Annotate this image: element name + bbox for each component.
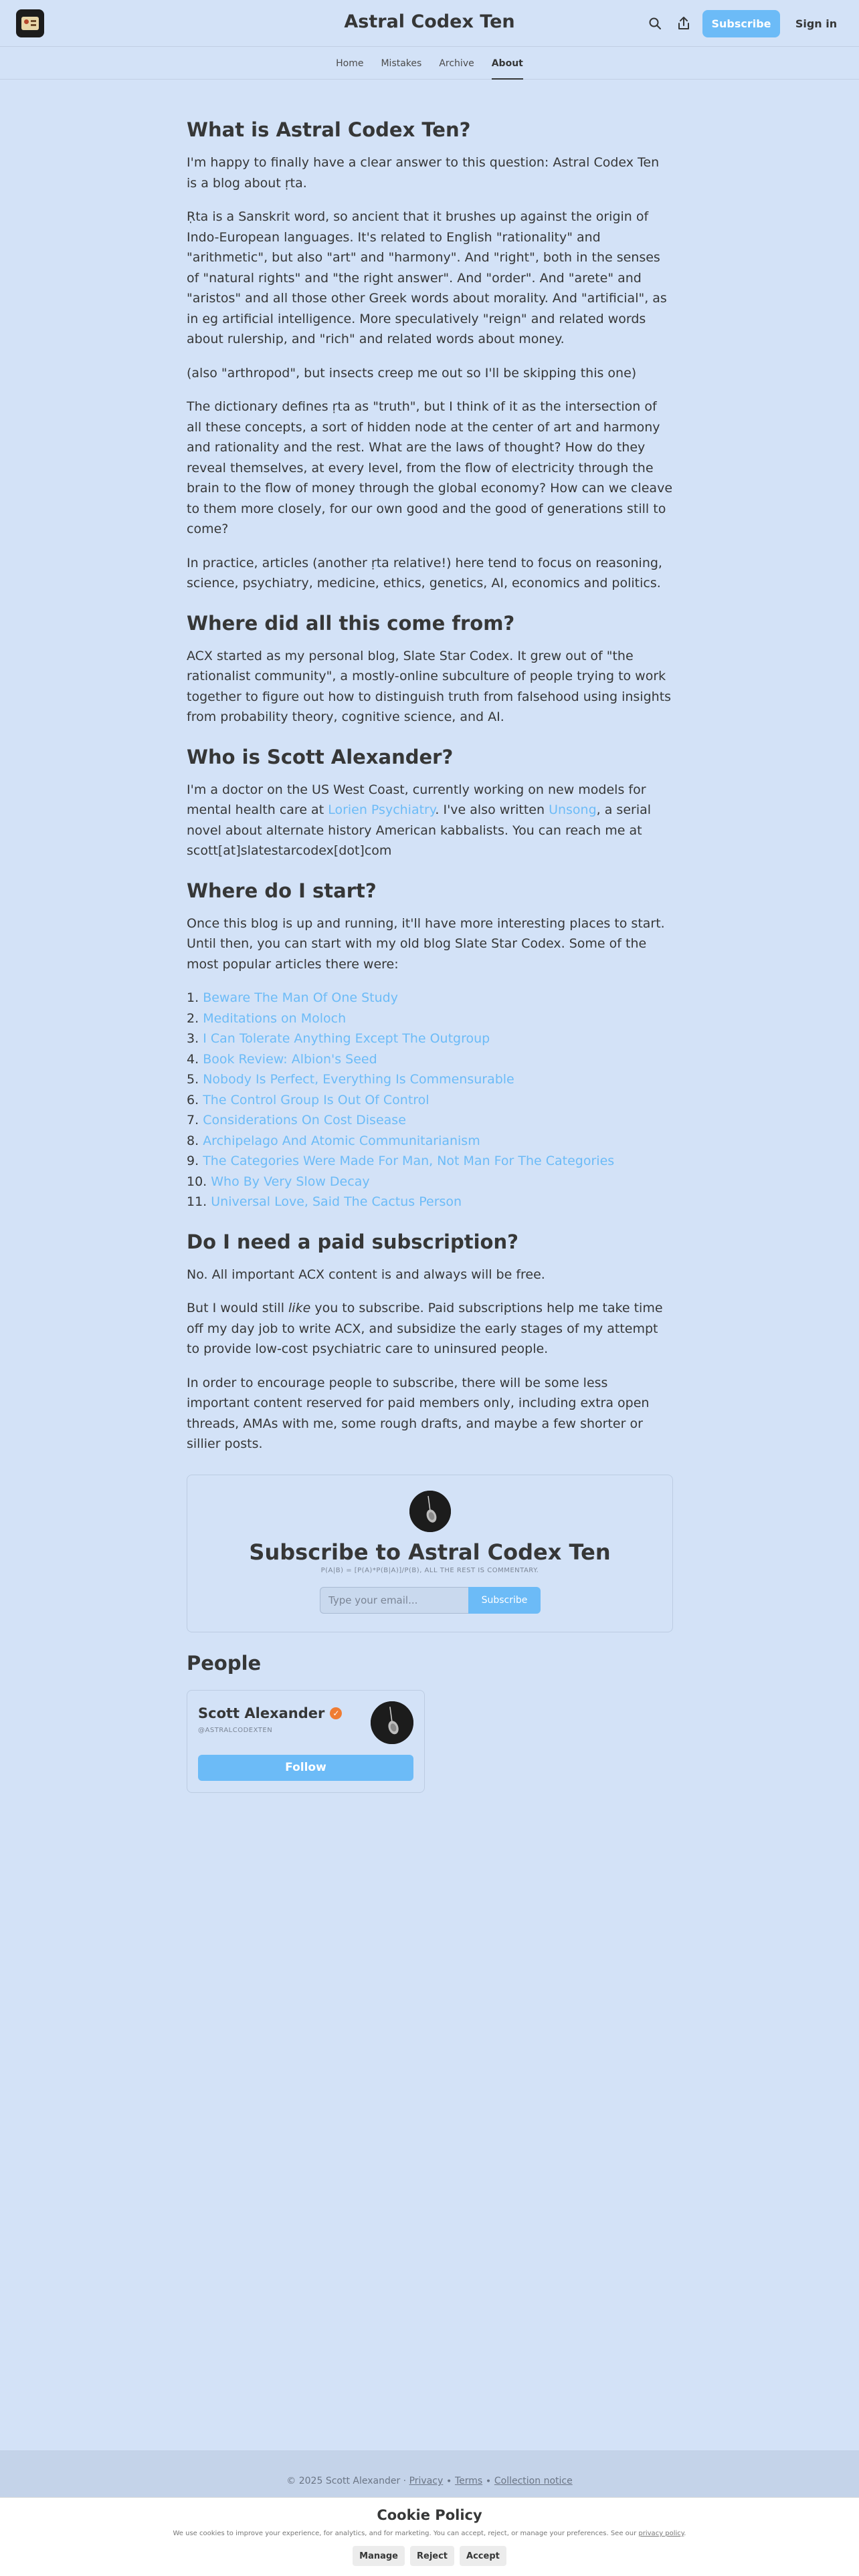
email-input[interactable] (320, 1587, 468, 1614)
list-item: 5. Nobody Is Perfect, Everything Is Commensurable (187, 1072, 514, 1087)
paragraph: (also "arthropod", but insects creep me out so I'll be skipping this one) (187, 365, 637, 381)
cookie-reject-button[interactable]: Reject (410, 2546, 454, 2566)
popular-articles-list (187, 988, 673, 1212)
lorien-psychiatry-link[interactable]: Lorien Psychiatry (328, 802, 436, 817)
subscribe-tagline: P(A|B) = [P(A)*P(B|A)]/P(B), ALL THE REST IS COMMENTARY. (320, 1566, 539, 1574)
article-link[interactable]: Meditations on Moloch (203, 1010, 347, 1026)
header-subscribe-button[interactable]: Subscribe (702, 10, 780, 37)
article-link[interactable]: I Can Tolerate Anything Except The Outgroup (203, 1031, 490, 1046)
publication-avatar (409, 1491, 451, 1532)
search-icon[interactable] (646, 15, 664, 32)
terms-link[interactable]: Terms (454, 2476, 483, 2486)
cookie-accept-button[interactable]: Accept (460, 2546, 506, 2566)
sign-in-button[interactable]: Sign in (787, 10, 846, 37)
paragraph: ACX started as my personal blog, Slate Star Codex. It grew out of "the rationalist community", a mostly-online subculture of people trying to work together to figure out how to distinguish truth from falsehood using insights from probability theory, cognitive science, and AI. (187, 648, 672, 724)
heading-paid-subscription: Do I need a paid subscription? (187, 1230, 518, 1253)
paragraph: But I would still like you to subscribe. Paid subscriptions help me take time off my day job to write ACX, and subsidize the early stages of my attempt to provide low-cost psychiatric care to uninsured people. (187, 1301, 663, 1356)
subscribe-title: Subscribe to Astral Codex Ten (249, 1539, 611, 1565)
paragraph: The dictionary defines ṛta as "truth", but I think of it as the intersection of all these concepts, a sort of hidden node at the center of art and harmony and rationality and the rest. What are the laws of thought? How do they reveal themselves, at every level, from the flow of electricity through the brain to the flow of money through the global economy? How can we cleave to them more closely, for our own good and the good of generations still to come? (187, 399, 673, 536)
verified-check-icon: ✓ (330, 1707, 342, 1719)
logo-card-icon (21, 17, 39, 30)
cookie-banner (0, 2497, 859, 2576)
site-logo[interactable] (16, 9, 44, 37)
collection-notice-link[interactable]: Collection notice (494, 2476, 573, 2486)
list-item: 8. Archipelago And Atomic Communitarianism (187, 1133, 480, 1148)
article-link[interactable]: Archipelago And Atomic Communitarianism (203, 1133, 480, 1148)
article-link[interactable]: Book Review: Albion's Seed (203, 1051, 377, 1067)
person-handle: @ASTRALCODEXTEN (198, 1726, 273, 1734)
list-item: 4. Book Review: Albion's Seed (187, 1051, 377, 1067)
article-link[interactable]: Considerations On Cost Disease (203, 1113, 406, 1128)
cookie-manage-button[interactable]: Manage (353, 2546, 405, 2566)
paragraph: In practice, articles (another ṛta relative!) here tend to focus on reasoning, science, psychiatry, medicine, ethics, genetics, AI, economics and politics. (187, 555, 662, 591)
nav-archive[interactable]: Archive (439, 58, 474, 69)
nav-mistakes[interactable]: Mistakes (381, 58, 422, 69)
list-item: 1. Beware The Man Of One Study (187, 990, 398, 1005)
heading-what-is-acx: What is Astral Codex Ten? (187, 118, 471, 141)
people-heading: People (187, 1651, 262, 1675)
site-title[interactable]: Astral Codex Ten (344, 11, 515, 32)
person-card (187, 1690, 425, 1793)
article-link[interactable]: Nobody Is Perfect, Everything Is Commensurable (203, 1072, 514, 1087)
subscribe-form (320, 1587, 541, 1614)
article-link[interactable]: Universal Love, Said The Cactus Person (211, 1194, 462, 1209)
site-header (0, 0, 859, 47)
paragraph: Once this blog is up and running, it'll have more interesting places to start. Until then, you can start with my old blog Slate Star Codex. Some of the most popular articles there were: (187, 916, 665, 972)
paragraph: Ṛta is a Sanskrit word, so ancient that it brushes up against the origin of Indo-European languages. It's related to English "rationality" and "arithmetic", but also "art" and "harmony". And "right", both in the senses of "natural rights" and "the right answer". And "order". And "arete" and "aristos" and all those other Greek words about morality. And "artificial", as in eg artificial intelligence. More speculatively "reign" and related words about rulership, and "rich" and related words about money. (187, 209, 667, 346)
subscribe-submit-button[interactable]: Subscribe (468, 1587, 541, 1614)
article-link[interactable]: The Control Group Is Out Of Control (203, 1092, 430, 1107)
person-name[interactable]: Scott Alexander (198, 1705, 325, 1721)
heading-where-from: Where did all this come from? (187, 611, 515, 635)
privacy-policy-link[interactable]: privacy policy (638, 2530, 684, 2537)
heading-who-is-scott: Who is Scott Alexander? (187, 745, 454, 768)
copyright: © 2025 Scott Alexander (286, 2476, 401, 2486)
list-item: 10. Who By Very Slow Decay (187, 1174, 370, 1189)
cookie-title: Cookie Policy (377, 2507, 482, 2523)
heading-where-start: Where do I start? (187, 879, 377, 902)
about-content (187, 100, 673, 1793)
nav-home[interactable]: Home (336, 58, 364, 69)
subscribe-widget (187, 1475, 673, 1632)
list-item: 9. The Categories Were Made For Man, Not Man For The Categories (187, 1154, 615, 1168)
article-link[interactable]: Who By Very Slow Decay (211, 1174, 370, 1189)
paragraph: No. All important ACX content is and always will be free. (187, 1267, 545, 1282)
share-icon[interactable] (675, 15, 692, 32)
main-nav (0, 47, 859, 80)
nav-about[interactable]: About (483, 47, 532, 80)
list-item: 6. The Control Group Is Out Of Control (187, 1092, 430, 1107)
list-item: 2. Meditations on Moloch (187, 1010, 347, 1026)
person-avatar[interactable] (371, 1701, 413, 1744)
list-item: 7. Considerations On Cost Disease (187, 1113, 406, 1128)
paragraph: I'm a doctor on the US West Coast, currently working on new models for mental health care at Lorien Psychiatry. I've also written Unsong, a serial novel about alternate history American kabbalists. You can reach me at scott[at]slatestarcodex[dot]com (187, 782, 652, 858)
follow-button[interactable]: Follow (198, 1755, 413, 1781)
cookie-text: We use cookies to improve your experience, for analytics, and for marketing. You can accept, reject, or manage your preferences. See our privacy policy. (173, 2530, 686, 2537)
article-link[interactable]: Beware The Man Of One Study (203, 990, 398, 1005)
paragraph: I'm happy to finally have a clear answer to this question: Astral Codex Ten is a blog about ṛta. (187, 155, 660, 191)
unsong-link[interactable]: Unsong (549, 802, 597, 817)
list-item: 11. Universal Love, Said The Cactus Person (187, 1194, 462, 1209)
site-footer: © 2025 Scott Alexander · Privacy ∙ Terms ∙ Collection notice (0, 2450, 859, 2497)
article-link[interactable]: The Categories Were Made For Man, Not Man For The Categories (203, 1154, 615, 1168)
list-item: 3. I Can Tolerate Anything Except The Outgroup (187, 1031, 490, 1046)
cookie-buttons (0, 2546, 859, 2566)
paragraph: In order to encourage people to subscribe, there will be some less important content reserved for paid members only, including extra open threads, AMAs with me, some rough drafts, and maybe a few shorter or sillier posts. (187, 1375, 650, 1451)
privacy-link[interactable]: Privacy (409, 2476, 444, 2486)
